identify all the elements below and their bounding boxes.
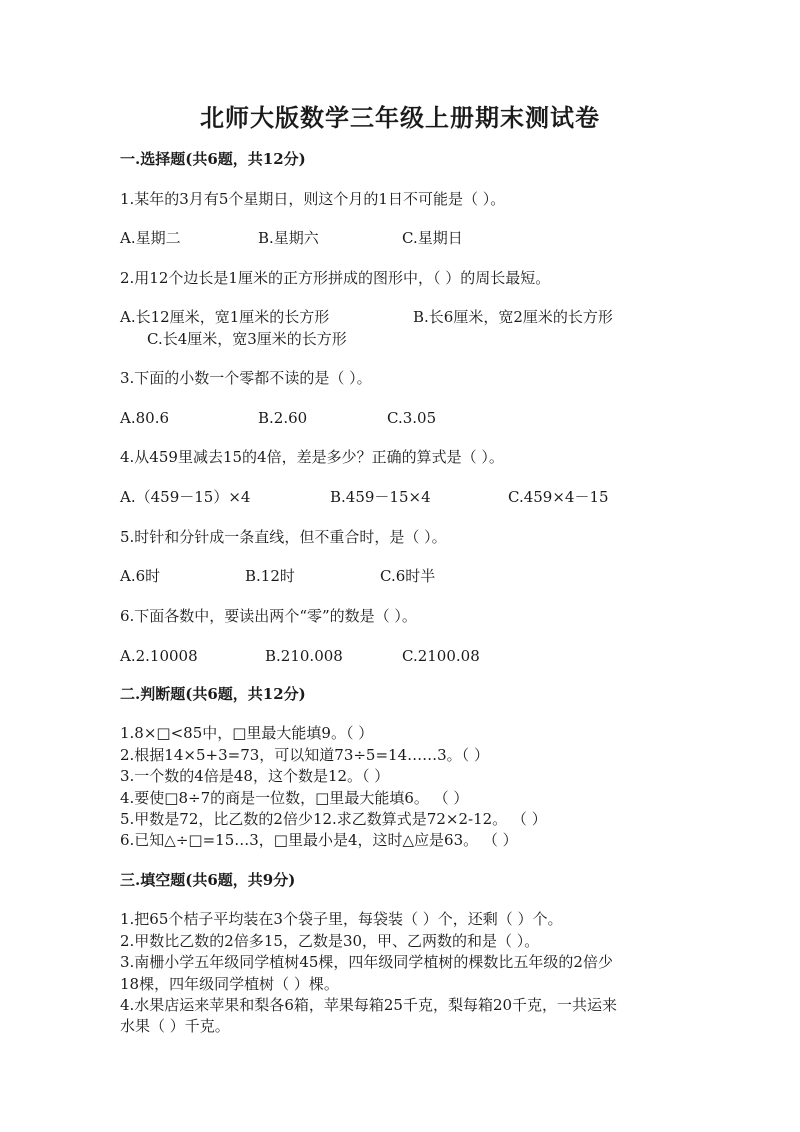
option-c: C.3.05 <box>387 409 437 427</box>
option-c: C.2100.08 <box>402 647 480 665</box>
judgment-item: 5.甲数是72，比乙数的2倍少12.求乙数算式是72×2-12。 （ ） <box>120 810 547 828</box>
question-1: 1.某年的3月有5个星期日，则这个月的1日不可能是（ ）。 <box>120 190 506 208</box>
fill-item: 4.水果店运来苹果和梨各6箱，苹果每箱25千克，梨每箱20千克，一共运来 <box>120 996 618 1014</box>
page-title: 北师大版数学三年级上册期末测试卷 <box>200 103 600 132</box>
option-c: C.6时半 <box>380 567 436 585</box>
fill-item: 3.南栅小学五年级同学植树45棵，四年级同学植树的棵数比五年级的2倍少 <box>120 953 613 971</box>
option-c: C.459×4－15 <box>508 488 609 506</box>
question-2: 2.用12个边长是1厘米的正方形拼成的图形中，（ ）的周长最短。 <box>120 269 551 287</box>
judgment-item: 3.一个数的4倍是48，这个数是12。（ ） <box>120 767 390 785</box>
option-a: A.长12厘米，宽1厘米的长方形 <box>120 308 330 326</box>
question-5: 5.时针和分针成一条直线，但不重合时，是（ ）。 <box>120 528 447 546</box>
fill-item: 水果（ ）千克。 <box>120 1017 230 1035</box>
question-3: 3.下面的小数一个零都不读的是（ ）。 <box>120 369 372 387</box>
section-heading-fill-blank: 三.填空题(共6题，共9分) <box>120 871 296 889</box>
option-a: A.星期二 <box>120 229 181 247</box>
option-b: B.星期六 <box>258 229 319 247</box>
section-heading-judgment: 二.判断题(共6题，共12分) <box>120 685 306 703</box>
option-b: B.12时 <box>245 567 295 585</box>
option-a: A.2.10008 <box>120 647 198 665</box>
judgment-item: 2.根据14×5+3=73，可以知道73÷5=14……3。（ ） <box>120 746 489 764</box>
option-a: A.6时 <box>120 567 161 585</box>
option-b: B.210.008 <box>265 647 343 665</box>
option-b: B.2.60 <box>258 409 308 427</box>
option-b: B.长6厘米，宽2厘米的长方形 <box>413 308 613 326</box>
option-c: C.星期日 <box>402 229 463 247</box>
judgment-item: 6.已知△÷□=15…3，□里最小是4，这时△应是63。 （ ） <box>120 831 518 849</box>
option-a: A.（459－15）×4 <box>120 488 251 506</box>
judgment-item: 1.8×□<85中，□里最大能填9。（ ） <box>120 724 374 742</box>
question-6: 6.下面各数中，要读出两个“零”的数是（ ）。 <box>120 607 417 625</box>
option-b: B.459－15×4 <box>330 488 431 506</box>
option-a: A.80.6 <box>120 409 169 427</box>
option-c: C.长4厘米，宽3厘米的长方形 <box>147 330 347 348</box>
fill-item: 1.把65个桔子平均装在3个袋子里，每袋装（ ）个，还剩（ ）个。 <box>120 910 563 928</box>
judgment-item: 4.要使□8÷7的商是一位数，□里最大能填6。 （ ） <box>120 789 469 807</box>
section-heading-choice: 一.选择题(共6题，共12分) <box>120 150 306 168</box>
fill-item: 18棵，四年级同学植树（ ）棵。 <box>120 975 339 993</box>
fill-item: 2.甲数比乙数的2倍多15，乙数是30，甲、乙两数的和是（ ）。 <box>120 932 540 950</box>
question-4: 4.从459里减去15的4倍，差是多少？正确的算式是（ ）。 <box>120 448 504 466</box>
